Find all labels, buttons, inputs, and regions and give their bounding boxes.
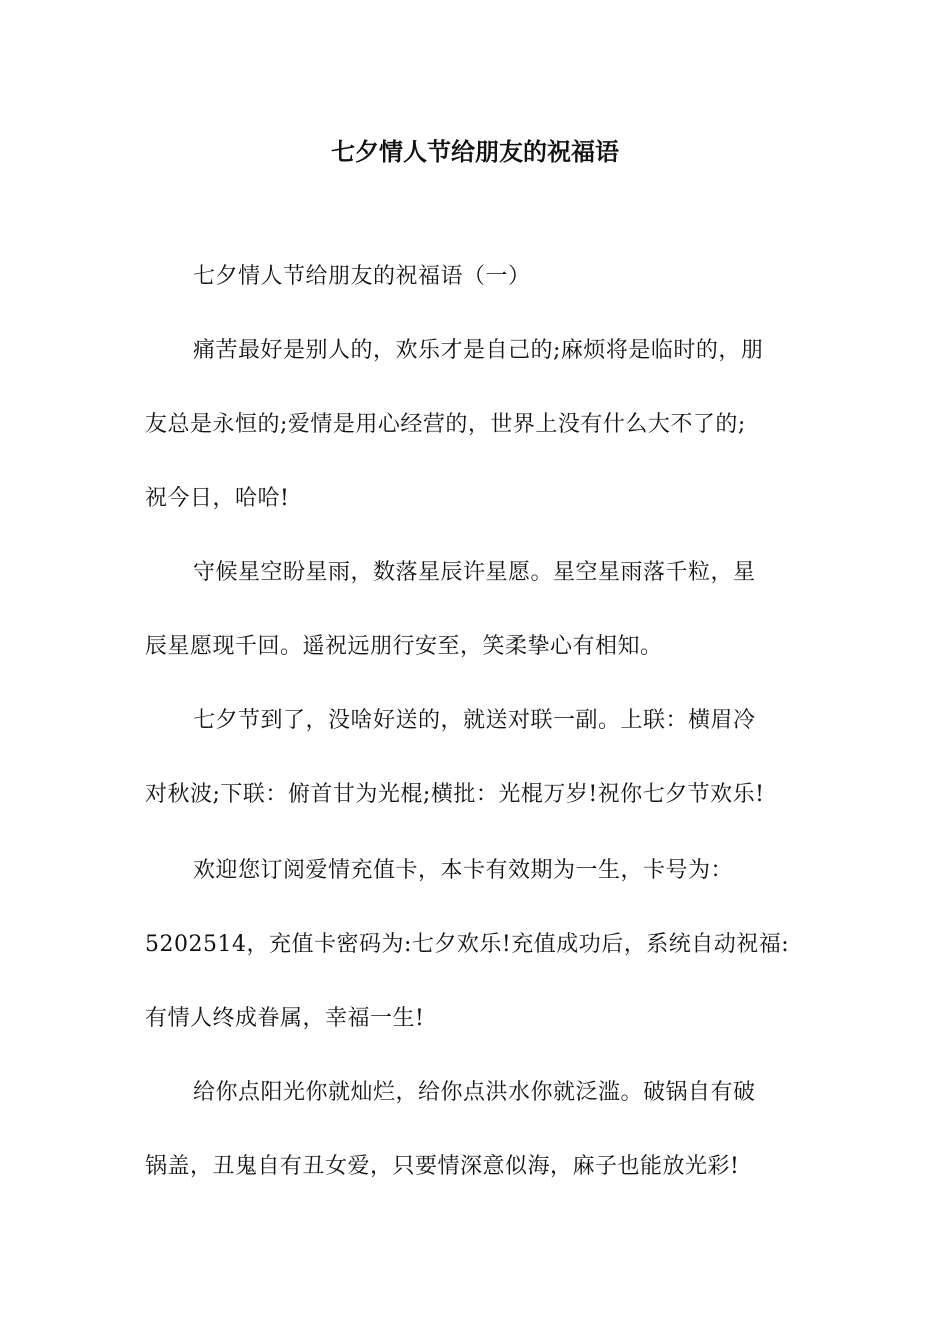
- paragraph-3: [145, 684, 825, 832]
- paragraph-line: 痛苦最好是别人的，欢乐才是自己的;麻烦将是临时的，朋: [193, 338, 764, 363]
- paragraph-2: [145, 536, 825, 684]
- paragraph-5: [145, 1056, 825, 1204]
- paragraph-line: 七夕节到了，没啥好送的，就送对联一副。上联：横眉冷: [193, 708, 756, 733]
- paragraph-line: 友总是永恒的;爱情是用心经营的，世界上没有什么大不了的;: [145, 412, 746, 437]
- paragraph-line: 辰星愿现千回。遥祝远朋行安至，笑柔挚心有相知。: [145, 634, 663, 659]
- section-heading-text: 七夕情人节给朋友的祝福语（一）: [193, 264, 531, 289]
- paragraph-line: 祝今日，哈哈!: [145, 486, 290, 511]
- paragraph-1: [145, 314, 825, 536]
- paragraph-line: 有情人终成眷属，幸福一生!: [145, 1006, 425, 1031]
- paragraph-line: 5202514，充值卡密码为:七夕欢乐!充值成功后，系统自动祝福:: [145, 932, 790, 957]
- paragraph-line: 锅盖，丑鬼自有丑女爱，只要情深意似海，麻子也能放光彩!: [145, 1154, 740, 1179]
- page-title: 七夕情人节给朋友的祝福语: [331, 137, 619, 166]
- paragraph-line: 守候星空盼星雨，数落星辰许星愿。星空星雨落千粒，星: [193, 560, 756, 585]
- paragraph-line: 对秋波;下联：俯首甘为光棍;横批：光棍万岁!祝你七夕节欢乐!: [145, 782, 765, 807]
- paragraph-line: 给你点阳光你就灿烂，给你点洪水你就泛滥。破锅自有破: [193, 1080, 756, 1105]
- section-heading: [145, 240, 825, 314]
- paragraph-line: 欢迎您订阅爱情充值卡，本卡有效期为一生，卡号为：: [193, 858, 734, 883]
- paragraph-4: [145, 834, 825, 1056]
